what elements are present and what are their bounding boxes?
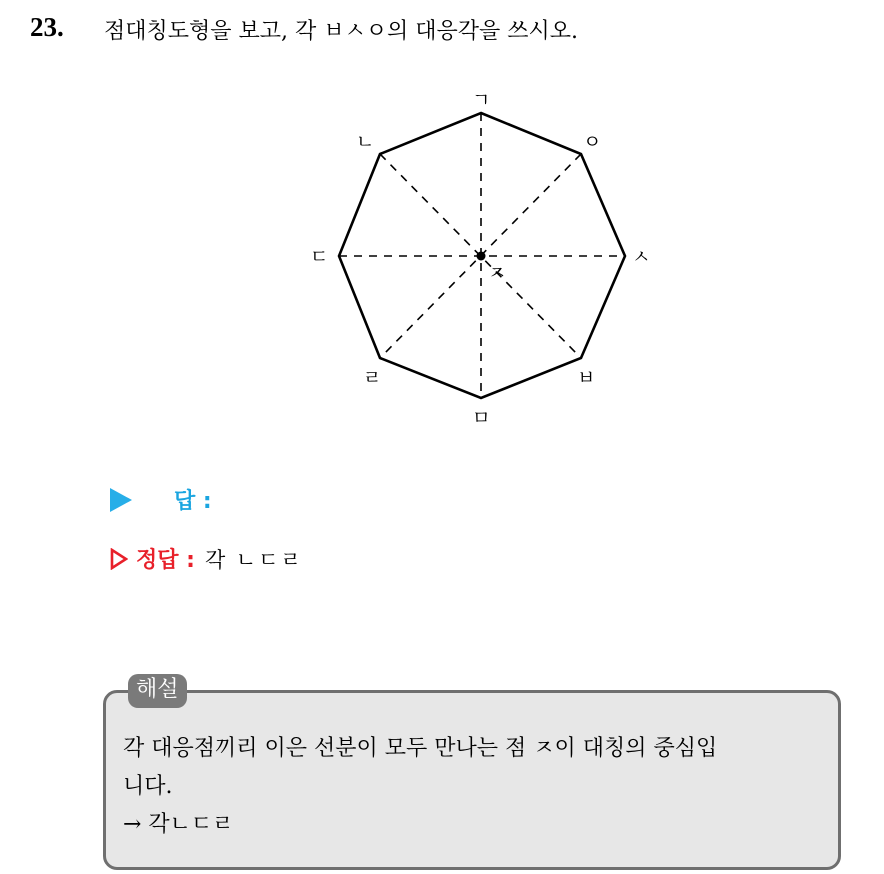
correct-value: 각 ㄴㄷㄹ: [204, 547, 303, 572]
explanation-line-3: → 각ㄴㄷㄹ: [123, 812, 234, 837]
vertex-label-lower-right: ㅂ: [577, 367, 596, 389]
correct-label: 정답 :: [136, 548, 195, 573]
question-number: 23.: [30, 12, 64, 42]
outline-arrow-icon: [110, 548, 128, 570]
vertex-label-center: ㅈ: [488, 262, 507, 284]
explanation-line-2: 니다.: [123, 774, 173, 799]
vertex-label-lower-left: ㄹ: [363, 367, 382, 389]
correct-answer-row: [110, 543, 303, 574]
vertex-label-upper-right: ㅇ: [583, 131, 602, 153]
explanation-tab: 해설: [128, 674, 187, 708]
explanation-body: [123, 730, 833, 844]
answer-label: 답 :: [174, 489, 212, 514]
question-text: 점대칭도형을 보고, 각 ㅂㅅㅇ의 대응각을 쓰시오.: [104, 19, 578, 44]
play-arrow-icon: [110, 488, 132, 512]
vertex-label-left: ㄷ: [310, 246, 329, 268]
vertex-label-right: ㅅ: [632, 246, 651, 268]
vertex-label-bottom: ㅁ: [472, 407, 491, 429]
vertex-label-top: ㄱ: [472, 89, 491, 111]
answer-row: [110, 484, 212, 515]
vertex-label-upper-left: ㄴ: [356, 131, 375, 153]
explanation-line-1: 각 대응점끼리 이은 선분이 모두 만나는 점 ㅈ이 대칭의 중심입: [123, 736, 718, 761]
center-point: [477, 252, 486, 261]
